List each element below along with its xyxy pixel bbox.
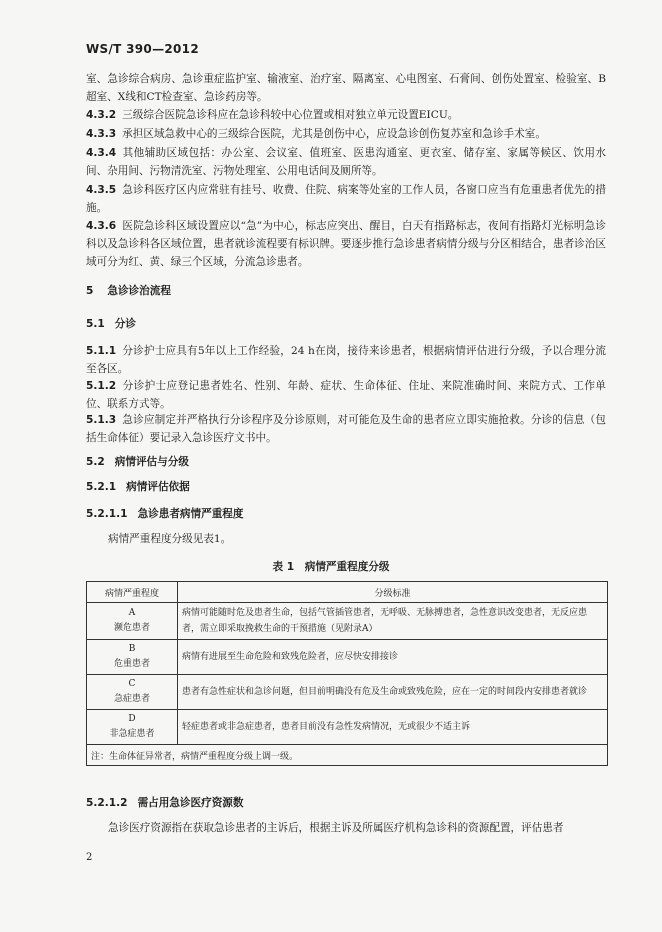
table-row (87, 675, 608, 710)
paragraph-4-3-2 (86, 106, 606, 124)
level-label: 濒危患者 (113, 623, 150, 633)
section-heading-5-2-1 (86, 479, 190, 494)
table-row (87, 603, 608, 640)
level-cell (87, 710, 178, 745)
clause-text: 承担区域急救中心的三级综合医院，尤其是创伤中心，应设急诊创伤复苏室和急诊手术室。 (122, 128, 546, 140)
clause-text: 急诊科医疗区内应常驻有挂号、收费、住院、病案等处室的工作人员，各窗口应当有危重患者优先的措施。 (86, 184, 606, 214)
paragraph-5-1-3 (86, 411, 606, 447)
paragraph-4-3-3 (86, 125, 606, 143)
table-header-row (87, 582, 608, 603)
paragraph-continuation: 室、急诊综合病房、急诊重症监护室、输液室、治疗室、隔离室、心电图室、石膏间、创伤处置室、检验室、B超室、X线和CT检查室、急诊药房等。 (86, 73, 606, 103)
paragraph-4-3-5 (86, 181, 606, 217)
clause-text: 分诊护士应具有5年以上工作经验，24 h在岗，接待来诊患者，根据病情评估进行分级，予以合理分流至各区。 (86, 345, 606, 375)
clause-text: 其他辅助区域包括：办公室、会议室、值班室、医患沟通室、更衣室、储存室、家属等候区、饮用水间、杂用间、污物清洗室、污物处理室、公用电话间及厕所等。 (86, 147, 606, 177)
level-code: C (128, 679, 136, 689)
clause-number: 4.3.5 (86, 184, 117, 196)
section-title: 急诊患者病情严重程度 (137, 508, 244, 520)
standard-number-header: WS/T 390—2012 (86, 42, 199, 56)
criteria-cell: 轻症患者或非急症患者，患者目前没有急性发病情况，无或很少不适主诉 (178, 710, 608, 745)
clause-text: 三级综合医院急诊科应在急诊科较中心位置或相对独立单元设置EICU。 (122, 109, 459, 121)
clause-number: 5.1.1 (86, 345, 117, 357)
table-caption: 表 1 病情严重程度分级 (272, 561, 390, 573)
table-header-criteria: 分级标准 (178, 582, 608, 603)
criteria-cell: 患者有急性症状和急诊问题，但目前明确没有危及生命或致残危险，应在一定的时间段内安排患者就诊 (178, 675, 608, 710)
section-heading-5-2-1-1 (86, 506, 244, 521)
section-number: 5 (86, 285, 94, 297)
section-title: 急诊诊治流程 (107, 285, 171, 297)
clause-number: 4.3.6 (86, 220, 117, 232)
level-label: 危重患者 (113, 659, 150, 669)
level-cell (87, 675, 178, 710)
clause-number: 5.1.2 (86, 380, 117, 392)
table-row (87, 640, 608, 675)
section-title: 病情评估与分级 (114, 456, 189, 468)
section-number: 5.1 (86, 318, 105, 330)
paragraph-4-3-4 (86, 144, 606, 180)
clause-text: 分诊护士应登记患者姓名、性别、年龄、症状、生命体征、住址、来院准确时间、来院方式、工作单位、联系方式等。 (86, 380, 606, 410)
clause-text: 急诊应制定并严格执行分诊程序及分诊原则，对可能危及生命的患者应立即实施抢救。分诊的信息（包括生命体征）要记录入急诊医疗文书中。 (86, 414, 606, 444)
section-heading-5 (86, 283, 171, 298)
level-code: A (128, 608, 136, 618)
paragraph-5-2-1-2: 急诊医疗资源指在获取急诊患者的主诉后，根据主诉及所属医疗机构急诊科的资源配置，评估患者 (108, 822, 564, 834)
section-title: 病情评估依据 (126, 481, 190, 493)
level-cell (87, 640, 178, 675)
criteria-cell: 病情可能随时危及患者生命，包括气管插管患者，无呼吸、无脉搏患者，急性意识改变患者，无反应患者，需立即采取挽救生命的干预措施（见附录A） (178, 603, 608, 640)
table-note: 注：生命体征异常者，病情严重程度分级上调一级。 (87, 745, 608, 766)
clause-number: 4.3.2 (86, 109, 117, 121)
table-row (87, 710, 608, 745)
clause-number: 4.3.3 (86, 128, 117, 140)
paragraph-5-1-2 (86, 377, 606, 413)
table-note-row (87, 745, 608, 766)
page-number: 2 (86, 852, 93, 863)
severity-table (86, 581, 608, 766)
section-heading-5-2-1-2 (86, 795, 244, 810)
level-code: B (128, 644, 136, 654)
section-number: 5.2.1.2 (86, 797, 128, 809)
table-reference-text: 病情严重程度分级见表1。 (108, 533, 232, 545)
level-code: D (128, 714, 136, 724)
clause-number: 4.3.4 (86, 147, 117, 159)
section-number: 5.2 (86, 456, 105, 468)
section-heading-5-2 (86, 454, 189, 469)
section-title: 需占用急诊医疗资源数 (137, 797, 244, 809)
paragraph-4-3-6 (86, 217, 606, 271)
level-cell (87, 603, 178, 640)
clause-number: 5.1.3 (86, 414, 117, 426)
paragraph-5-1-1 (86, 342, 606, 378)
section-title: 分诊 (114, 318, 136, 330)
level-label: 非急症患者 (109, 729, 155, 739)
section-number: 5.2.1 (86, 481, 117, 493)
level-label: 急症患者 (113, 694, 150, 704)
table-header-level: 病情严重程度 (87, 582, 178, 603)
section-number: 5.2.1.1 (86, 508, 128, 520)
criteria-cell: 病情有进展至生命危险和致残危险者，应尽快安排接诊 (178, 640, 608, 675)
clause-text: 医院急诊科区域设置应以“急”为中心，标志应突出、醒目，白天有指路标志，夜间有指路灯光标明急诊科以及急诊科各区域位置，患者就诊流程要有标识牌。要逐步推行急诊患者病情分级与分区相结合，患者诊治区域可分为红、黄、绿三个区域，分流急诊患者。 (86, 220, 606, 268)
section-heading-5-1 (86, 316, 136, 331)
